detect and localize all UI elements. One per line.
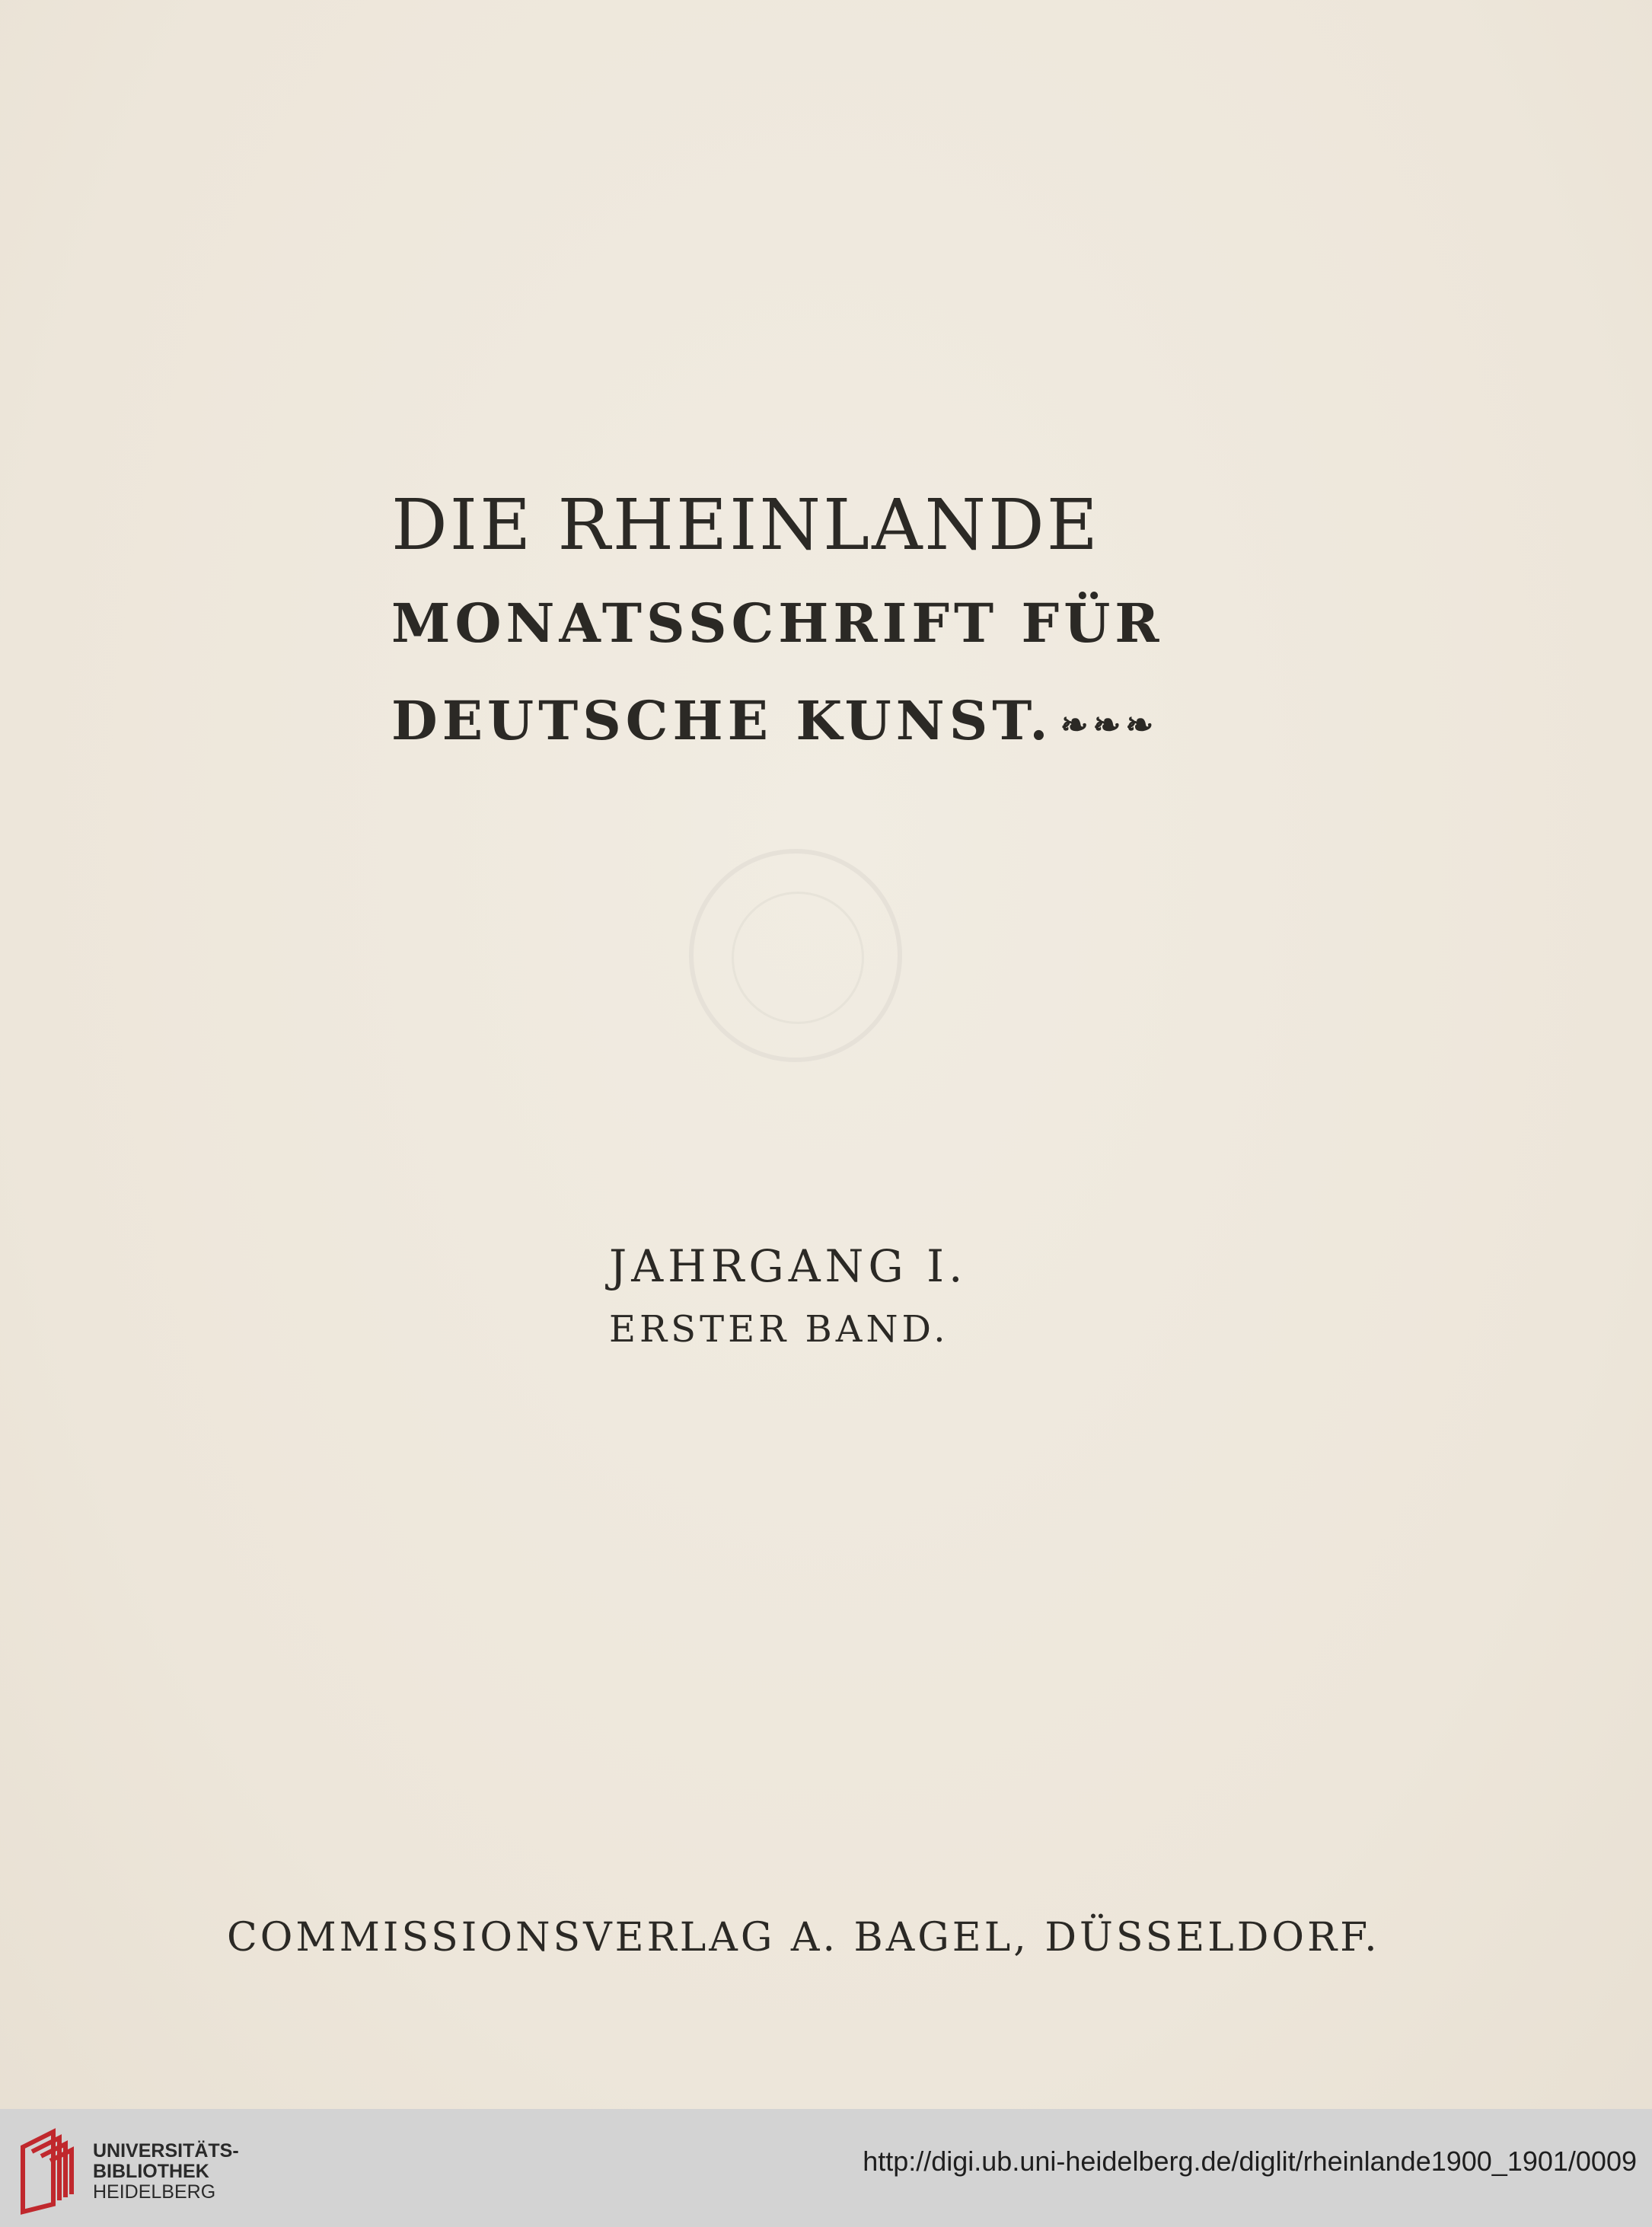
library-name <box>93 2141 239 2203</box>
publisher-imprint: COMMISSIONSVERLAG A. BAGEL, DÜSSELDORF. <box>227 1915 1380 1961</box>
volume-year: JAHRGANG I. <box>609 1240 968 1292</box>
library-name-line-2: BIBLIOTHEK <box>93 2161 209 2182</box>
university-library-logo-icon <box>15 2124 99 2216</box>
permalink-url[interactable]: http://digi.ub.uni-heidelberg.de/diglit/rheinlande1900_1901/0009 <box>863 2146 1637 2177</box>
library-name-line-3: HEIDELBERG <box>93 2181 216 2203</box>
show-through-seal <box>689 849 902 1062</box>
journal-subtitle-line-2-text: DEUTSCHE KUNST. <box>391 689 1053 752</box>
journal-title: DIE RHEINLANDE <box>391 484 1100 566</box>
title-block <box>391 476 1183 774</box>
journal-subtitle-line-2 <box>391 672 1183 774</box>
footer-bar <box>0 2109 1652 2227</box>
volume-band: ERSTER BAND. <box>609 1308 949 1351</box>
journal-subtitle-line-1: MONATSSCHRIFT FÜR <box>391 592 1164 655</box>
library-name-line-1: UNIVERSITÄTS- <box>93 2140 239 2162</box>
ivy-leaf-ornament-icon: ❧❧❧ <box>1060 706 1159 745</box>
volume-block <box>609 1233 1066 1360</box>
